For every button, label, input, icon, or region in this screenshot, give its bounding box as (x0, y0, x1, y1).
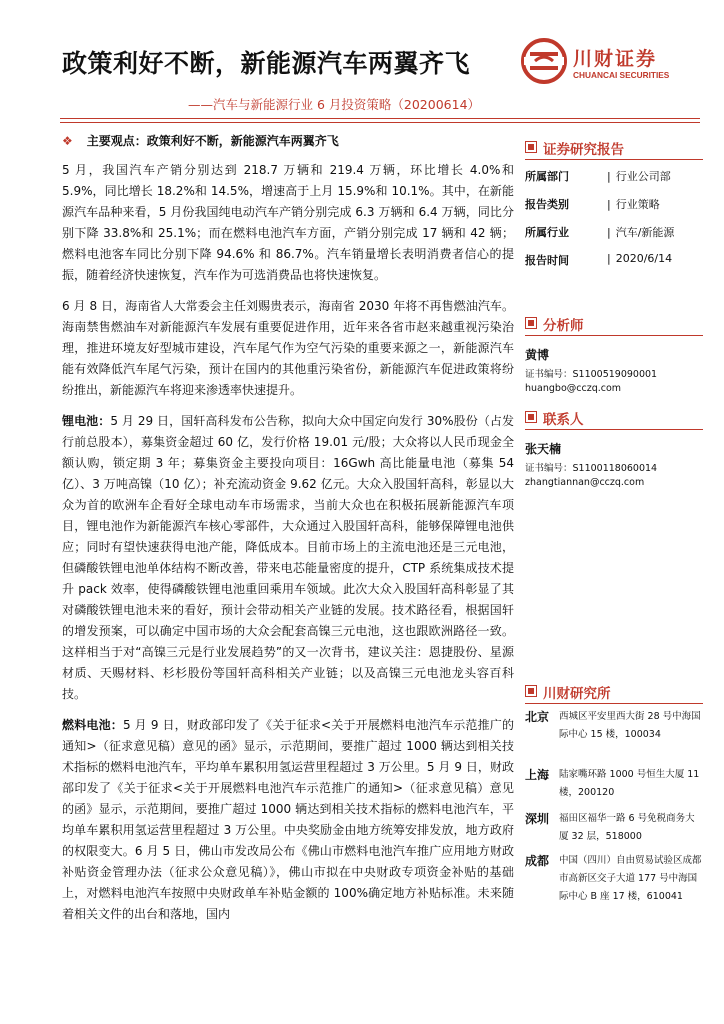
key-point-heading (62, 132, 514, 152)
paragraph-fuel-cell (62, 715, 514, 925)
paragraph-hainan (62, 296, 514, 401)
bullet-diamond-icon: ❖ (62, 134, 73, 148)
section-marker-icon (525, 685, 537, 697)
section-marker-icon (525, 141, 537, 153)
header-divider-bottom (60, 122, 700, 123)
office-city: 成都 (525, 854, 550, 868)
office-address: 中国（四川）自由贸易试验区成都市高新区交子大道 177 号中海国际中心 B 座 17 楼，610041 (559, 855, 702, 902)
info-key: 报告时间 (525, 254, 569, 267)
office-city: 上海 (525, 768, 550, 782)
section-heading-label: 分析师 (543, 318, 584, 334)
company-logo (521, 38, 696, 88)
section-heading-institute (525, 680, 703, 704)
section-heading-label: 联系人 (543, 412, 584, 428)
info-key: 报告类别 (525, 198, 569, 211)
contact-cert: 证书编号：S1100118060014 (525, 463, 658, 474)
section-marker-icon (525, 411, 537, 423)
office-address: 陆家嘴环路 1000 号恒生大厦 11 楼，200120 (559, 769, 700, 798)
section-heading-label: 川财研究所 (543, 686, 611, 702)
chuancai-logo-icon (521, 38, 567, 84)
analyst-cert: 证书编号：S1100519090001 (525, 369, 658, 380)
logo-name-cn: 川财证券 (573, 48, 658, 70)
paragraph-text: 5 月，我国汽车产销分别达到 218.7 万辆和 219.4 万辆，环比增长 4.0%和 5.9%，同比增长 18.2%和 14.5%，增速高于上月 15.9%和 10.1%。其中，在新能源汽车品种来看，5 月份我国纯电动汽车产销分别完成 6.3 万辆和 6.4 万辆，同比分别下降 33.8%和 25.1%；而在燃料电池汽车方面，产销分别完成 17 辆和 42 辆；燃料电池客车同比分别下降 94.6% 和 86.7%。汽车销量增长表明消费者信心的提振，随着经济快速恢复，汽车作为可选消费品也将快速恢复。 (62, 163, 514, 282)
info-value: | 汽车/新能源 (607, 224, 674, 240)
sidebar (525, 126, 703, 1024)
contact-name: 张天楠 (525, 442, 562, 456)
paragraph-sales (62, 160, 514, 286)
info-value: | 行业公司部 (607, 168, 671, 184)
section-heading-contact (525, 406, 703, 430)
section-heading-report (525, 136, 703, 160)
office-address: 西城区平安里西大街 28 号中海国际中心 15 楼，100034 (559, 711, 701, 740)
paragraph-text: 5 月 9 日，财政部印发了《关于征求<关于开展燃料电池汽车示范推广的通知>（征求意见稿）意见的函》显示，示范期间，要推广超过 1000 辆达到相关技术指标的燃料电池汽车，平均单车累积用氢运营里程超过 3 万公里。5 月 9 日，财政部印发了《关于征求<关于开展燃料电池汽车示范推广的通知>（征求意见稿）意见的函》显示，示范期间，要推广超过 1000 辆达到相关技术指标的燃料电池汽车，平均单车累积用氢运营里程超过 3 万公里。中央奖励金由地方统筹安排发放，地方政府的权限变大。6 月 5 日，佛山市发改局公布《佛山市燃料电池汽车推广应用地方财政补贴资金管理办法（征求公众意见稿）》，佛山市拟在中央财政专项资金补贴的基础上，对燃料电池汽车按照中央财政单车补贴金额的 100%确定地方补贴标准。未来随着相关文件的出台和落地，国内 (62, 718, 514, 921)
paragraph-text: 5 月 29 日，国轩高科发布公告称，拟向大众中国定向发行 30%股份（占发行前总股本），募集资金超过 60 亿，发行价格 19.01 元/股；大众将以人民币现金全额认购，锁定期 3 年；募集资金主要投向项目：16Gwh 高比能量电池（募集 54 亿）、3 万吨高镍（10 亿）；补充流动资金 9.62 亿元。大众入股国轩高科，彰显以大众为首的欧洲车企看好全球电动车市场需求，当前大众也在积极拓展新能源汽车项目，锂电池作为新能源汽车核心零部件，大众通过入股国轩高科，能够保障锂电池供应；同时有望快速获得电池产能，降低成本。目前市场上的主流电池还是三元电池，但磷酸铁锂电池单体结构不断改善，带来电芯能量密度的提升，CTP 系统集成技术提升 pack 效率，使得磷酸铁锂电池重回乘用车领域。此次大众入股国轩高科彰显了其对磷酸铁锂电池未来的看好，预计会带动相关产业链的发展。技术路径看，根据国轩的增发预案，可以确定中国市场的大众会配套高镍三元电池，这也跟欧洲路径一致。这样相当于对“高镍三元是行业发展趋势”的又一次背书，建议关注：恩捷股份、星源材质、天赐材料、杉杉股份等国轩高科相关产业链；以及高镍三元电池龙头容百科技。 (62, 414, 514, 701)
section-marker-icon (525, 317, 537, 329)
report-subtitle: ——汽车与新能源行业 6 月投资策略（20200614） (188, 97, 481, 112)
paragraph-lead: 锂电池： (62, 414, 111, 428)
header-divider-top (60, 118, 700, 119)
paragraph-lead: 燃料电池： (62, 718, 123, 732)
section-heading-analyst (525, 312, 703, 336)
analyst-name: 黄博 (525, 348, 550, 362)
key-point-text: 主要观点：政策利好不断，新能源汽车两翼齐飞 (86, 134, 339, 148)
office-address: 福田区福华一路 6 号免税商务大厦 32 层，518000 (559, 813, 695, 842)
logo-name-en: CHUANCAI SECURITIES (573, 70, 670, 80)
paragraph-lithium-battery (62, 411, 514, 705)
info-key: 所属行业 (525, 226, 569, 239)
report-title: 政策利好不断，新能源汽车两翼齐飞 (62, 49, 471, 78)
info-value: | 行业策略 (607, 196, 660, 212)
analyst-email[interactable]: huangbo@cczq.com (525, 383, 622, 394)
main-content (62, 126, 514, 1024)
info-value: | 2020/6/14 (607, 252, 672, 265)
info-key: 所属部门 (525, 170, 569, 183)
office-city: 北京 (525, 710, 550, 724)
paragraph-text: 6 月 8 日，海南省人大常委会主任刘赐贵表示，海南省 2030 年将不再售燃油汽车。海南禁售燃油车对新能源汽车发展有重要促进作用，近年来各省市赵来越重视污染治理，推进环境友好型城市建设，汽车尾气作为空气污染的重要来源之一，新能源汽车能有效降低汽车尾气污染，预计在国内的其他重污染省份，新能源汽车促进政策将纷纷推出，新能源汽车将迎来渗透率快速提升。 (62, 299, 514, 397)
office-city: 深圳 (525, 812, 550, 826)
contact-email[interactable]: zhangtiannan@cczq.com (525, 477, 645, 488)
section-heading-label: 证券研究报告 (543, 142, 624, 158)
